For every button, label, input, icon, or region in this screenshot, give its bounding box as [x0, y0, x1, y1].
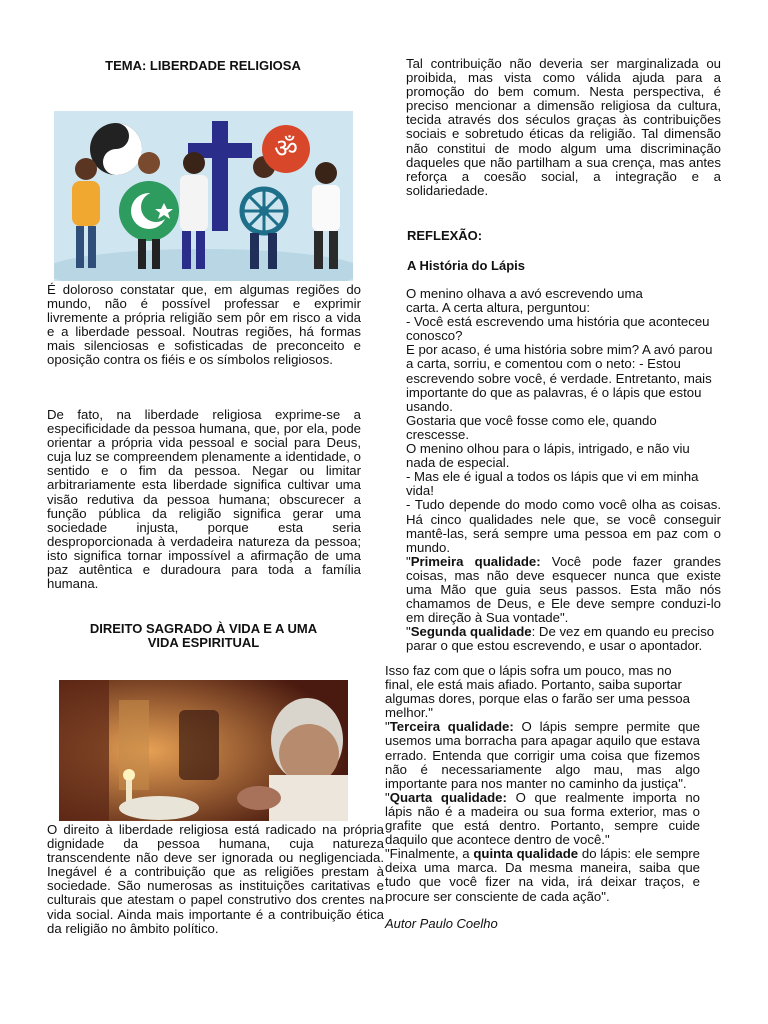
quality-label: quinta qualidade: [473, 846, 579, 862]
story-block: [406, 287, 721, 653]
story-line: - Mas ele é igual a todos os lápis que vi em minha vida!: [406, 469, 699, 499]
quality-label: Terceira qualidade:: [389, 719, 514, 735]
section-heading: DIREITO SAGRADO À VIDA E A UMA VIDA ESPIRITUAL: [89, 621, 318, 650]
svg-text:ॐ: ॐ: [274, 134, 298, 164]
story-title: A História do Lápis: [407, 258, 525, 273]
quality-label: Quarta qualidade:: [389, 789, 507, 805]
story-line: - Tudo depende do modo como você olha as coisas. Há cinco qualidades nele que, se você conseguir mantê-las, será sempre uma pessoa em paz com o mundo.: [406, 497, 721, 555]
story-block-continued: [385, 664, 700, 904]
religions-illustration: [54, 111, 353, 281]
quality-label: Primeira qualidade:: [410, 553, 541, 569]
story-line: E por acaso, é uma história sobre mim? A avó parou a carta, sorriu, e comentou com o neto: - Estou escrevendo sobre você, é verdade. Entretanto, mais importante do que as palavras, é o lápis que estou usando.: [406, 342, 713, 414]
contribution-paragraph: Tal contribuição não deveria ser marginalizada ou proibida, mas vista como válida ajuda para a promoção do bem comum. Nesta perspectiva, é preciso mencionar a dimensão religiosa da cultura, tecida através dos séculos graças às contribuições sociais e sobretudo éticas da religião. Tal dimensão não constitui de modo algum uma discriminação daqueles que não partilham a sua crença, mas antes reforça a coesão social, a integração e a solidariedade.: [406, 56, 721, 198]
right-to-liberty-paragraph: O direito à liberdade religiosa está radicado na própria dignidade da pessoa humana, cuja natureza transcendente não deve ser ignorada ou negligenciada. Inegável é a contribuição que as religiões prestam à sociedade. São numerosas as instituições caritativas e culturais que atestam o papel construtivo dos crentes na vida social. Ainda mais importante é a contribuição ética da religião no âmbito político.: [47, 822, 384, 936]
prayer-photo: [59, 680, 348, 821]
story-line: Isso faz com que o lápis sofra um pouco, mas no final, ele está mais afiado. Portanto, saiba suportar algumas dores, porque elas o farão ser uma pessoa melhor.": [385, 663, 690, 721]
om-icon: [262, 125, 310, 173]
yin-yang-icon: [90, 123, 142, 175]
quality-5: "Finalmente, a quinta qualidade do lápis: ele sempre deixa uma marca. Da mesma maneira, saiba que tudo que você fizer na vida, irá deixar traços, e procure ser consciente de cada ação".: [385, 846, 700, 904]
quality-label: Segunda qualidade: [410, 624, 532, 640]
page-title: TEMA: LIBERDADE RELIGIOSA: [105, 58, 301, 73]
liberty-paragraph: De fato, na liberdade religiosa exprime-se a especificidade da pessoa humana, que, por ela, pode orientar a própria vida pessoal e social para Deus, cuja luz se compreendem plenamente a identidade, o sentido e o fim da pessoa. Negar ou limitar arbitrariamente esta liberdade significa cultivar uma visão redutiva da pessoa humana; obscurecer a função pública da religião significa gerar uma sociedade injusta, porque esta seria desproporcionada à verdadeira natureza da pessoa; isto significa tornar impossível a afirmação de uma paz autêntica e duradoura para toda a família humana.: [47, 407, 361, 592]
quality-4: "Quarta qualidade: O que realmente importa no lápis não é a madeira ou sua forma exterior, mas o grafite que está dentro. Portanto, sempre cuide daquilo que acontece dentro de você.": [385, 789, 700, 848]
dharma-wheel-icon: [242, 189, 286, 233]
reflection-heading: REFLEXÃO:: [407, 228, 483, 243]
quality-1: "Primeira qualidade: Você pode fazer grandes coisas, mas não deve esquecer nunca que existe uma Mão que guia seus passos. Esta mão nós chamamos de Deus, e Ele deve sempre conduzi-lo em direção à Sua vontade".: [406, 553, 721, 626]
crescent-star-icon: [119, 181, 179, 241]
story-line: Gostaria que você fosse como ele, quando crescesse.: [406, 412, 657, 442]
story-line: O menino olhou para o lápis, intrigado, e não viu nada de especial.: [406, 441, 690, 471]
intro-paragraph: É doloroso constatar que, em algumas regiões do mundo, não é possível professar e exprimir livremente a própria religião sem pôr em risco a vida e a liberdade pessoal. Noutras regiões, há formas mais silenciosas e sofisticadas de preconceito e oposição contra os fiéis e os símbolos religiosos.: [47, 282, 361, 368]
author-credit: Autor Paulo Coelho: [385, 916, 498, 931]
quality-3: "Terceira qualidade: O lápis sempre permite que usemos uma borracha para apagar aquilo que estava errado. Entenda que corrigir uma coisa que fizemos não é necessariamente algo mau, mas algo importante para nos manter no caminho da justiça".: [385, 719, 701, 791]
quality-2: "Segunda qualidade: De vez em quando eu preciso parar o que estou escrevendo, e usar o apontador.: [406, 624, 715, 654]
story-line: - Você está escrevendo uma história que aconteceu conosco?: [406, 314, 710, 344]
story-line: O menino olhava a avó escrevendo uma carta. A certa altura, perguntou:: [406, 286, 643, 316]
